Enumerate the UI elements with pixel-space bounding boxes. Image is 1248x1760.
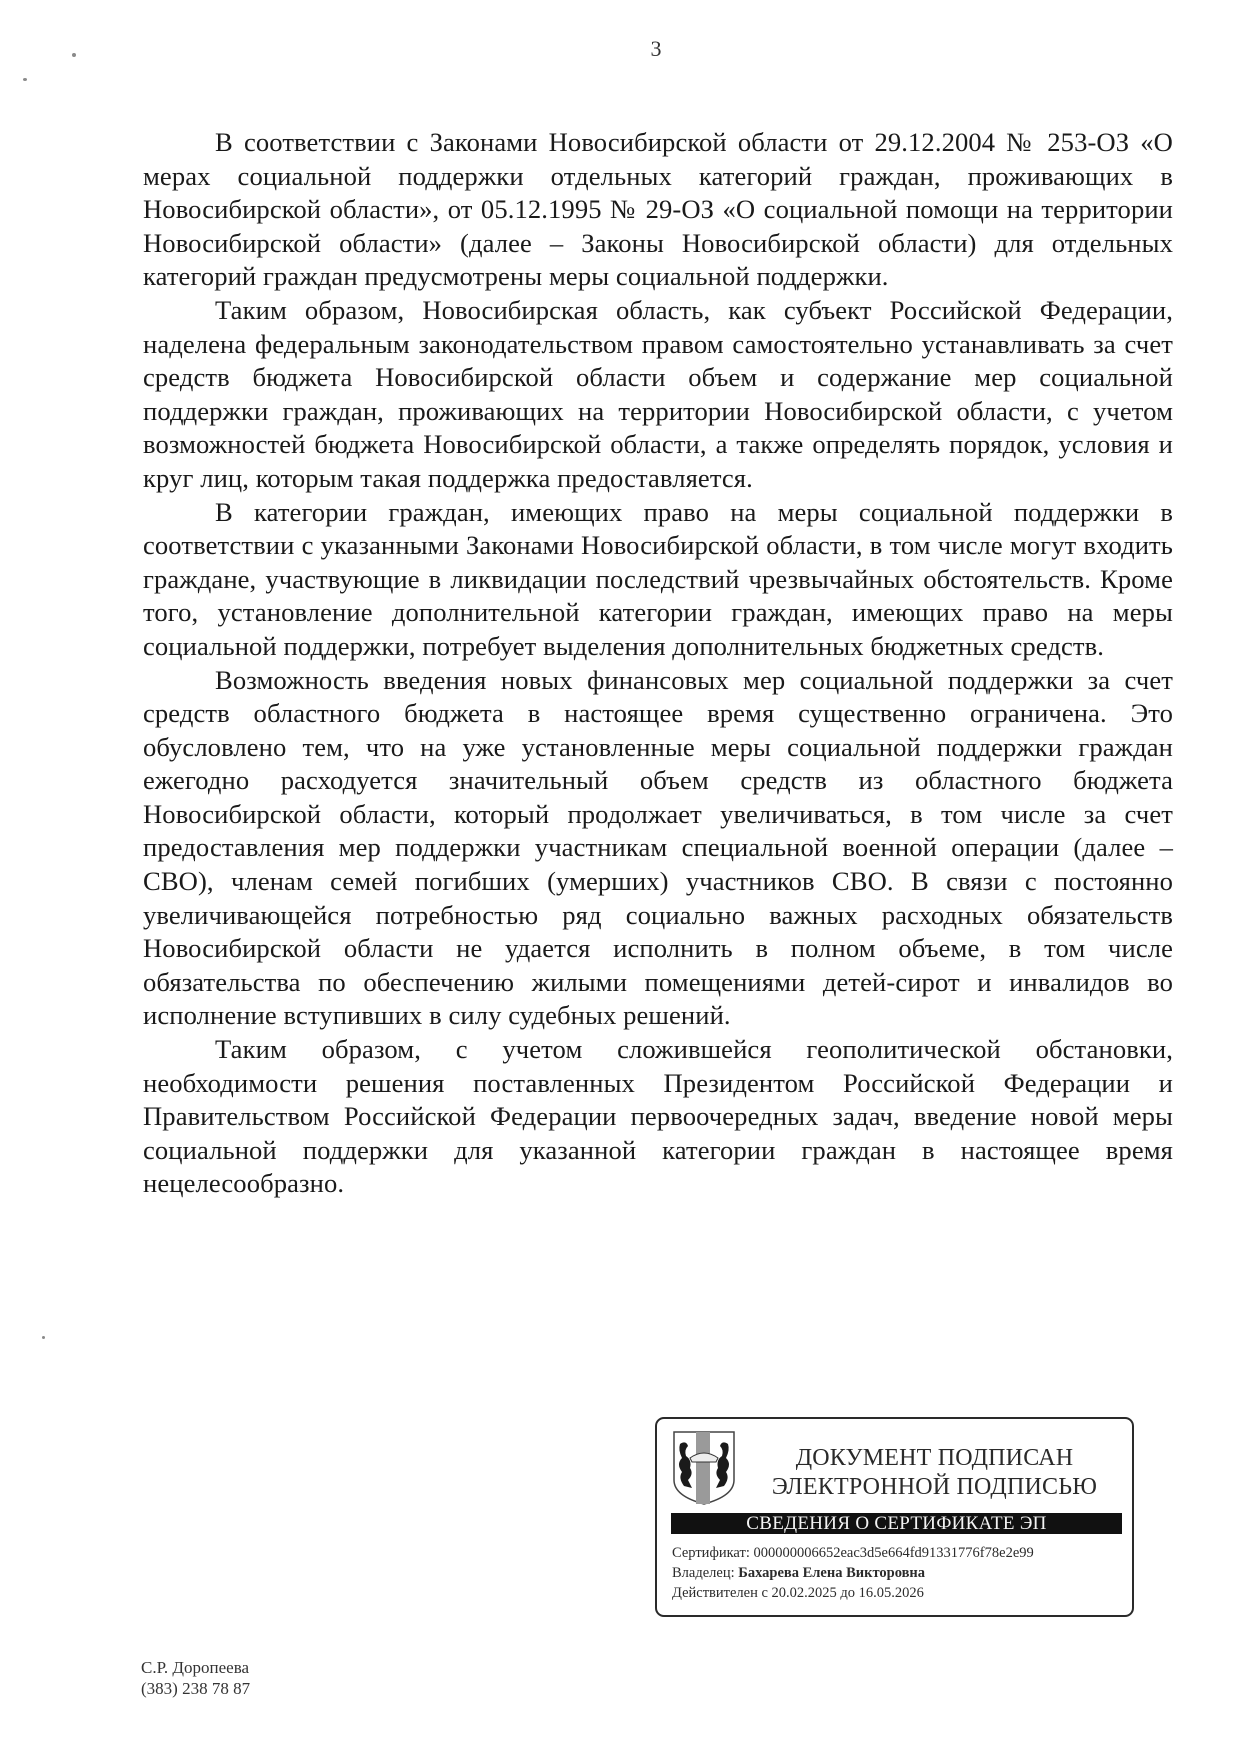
certificate-value: 000000006652eac3d5e664fd91331776f78e2e99 [753,1545,1034,1561]
signature-title-line2: ЭЛЕКТРОННОЙ ПОДПИСЬЮ [771,1474,1098,1500]
paragraph: Возможность введения новых финансовых мер социальной поддержки за счет средств областного бюджета в настоящее время существенно ограничена. Это обусловлено тем, что на уже установленные меры социальной поддержки граждан ежегодно расходуется значительный объем средств из областного бюджета Новосибирской области, который продолжает увеличиваться, в том числе за счет предоставления мер поддержки участникам специальной военной операции (далее – СВО), членам семей погибших (умерших) участников СВО. В связи с постоянно увеличивающейся потребностью ряд социально важных расходных обязательств Новосибирской области не удается исполнить в полном объеме, в том числе обязательства по обеспечению жилыми помещениями детей-сирот и инвалидов во исполнение вступивших в силу судебных решений. [143,664,1173,1031]
paragraph: Таким образом, Новосибирская область, как субъект Российской Федерации, наделена федеральным законодательством правом самостоятельно устанавливать за счет средств бюджета Новосибирской области объем и содержание мер социальной поддержки граждан, проживающих на территории Новосибирской области, с учетом возможностей бюджета Новосибирской области, а также определять порядок, условия и круг лиц, которым такая поддержка предоставляется. [143,294,1173,493]
executor-phone: (383) 238 78 87 [141,1679,251,1698]
paragraph: В категории граждан, имеющих право на меры социальной поддержки в соответствии с указанными Законами Новосибирской области, в том числе могут входить граждане, участвующие в ликвидации последствий чрезвычайных обстоятельств. Кроме того, установление дополнительной категории граждан, имеющих право на меры социальной поддержки, потребует выделения дополнительных бюджетных средств. [143,496,1173,661]
owner-value: Бахарева Елена Викторовна [738,1565,926,1581]
paragraph: В соответствии с Законами Новосибирской области от 29.12.2004 № 253-ОЗ «О мерах социальной поддержки отдельных категорий граждан, проживающих в Новосибирской области», от 05.12.1995 № 29-ОЗ «О социальной помощи на территории Новосибирской области» (далее – Законы Новосибирской области) для отдельных категорий граждан предусмотрены меры социальной поддержки. [143,127,1173,292]
certificate-label: Сертификат: [672,1545,750,1561]
validity-line: Действителен с 20.02.2025 до 16.05.2026 [672,1585,924,1601]
scan-speck [42,1336,45,1339]
signature-title [747,1444,1122,1502]
scan-speck [23,78,27,81]
executor-name: С.Р. Доропеева [141,1658,250,1677]
certificate-header: СВЕДЕНИЯ О СЕРТИФИКАТЕ ЭП [671,1513,1122,1534]
certificate-line [672,1543,1122,1563]
executor-info [141,1657,250,1699]
coat-of-arms-icon [672,1430,736,1506]
page-number: 3 [650,36,662,61]
scan-speck [72,53,76,57]
paragraph: Таким образом, с учетом сложившейся геополитической обстановки, необходимости решения поставленных Президентом Российской Федерации и Правительством Российской Федерации первоочередных задач, введение новой меры социальной поддержки для указанной категории граждан в настоящее время нецелесообразно. [143,1034,1173,1199]
certificate-details [672,1543,1122,1603]
owner-line [672,1563,1122,1583]
signature-title-line1: ДОКУМЕНТ ПОДПИСАН [795,1445,1074,1471]
electronic-signature-stamp [655,1417,1134,1617]
owner-label: Владелец: [672,1565,735,1581]
letter-body [143,126,1173,1201]
